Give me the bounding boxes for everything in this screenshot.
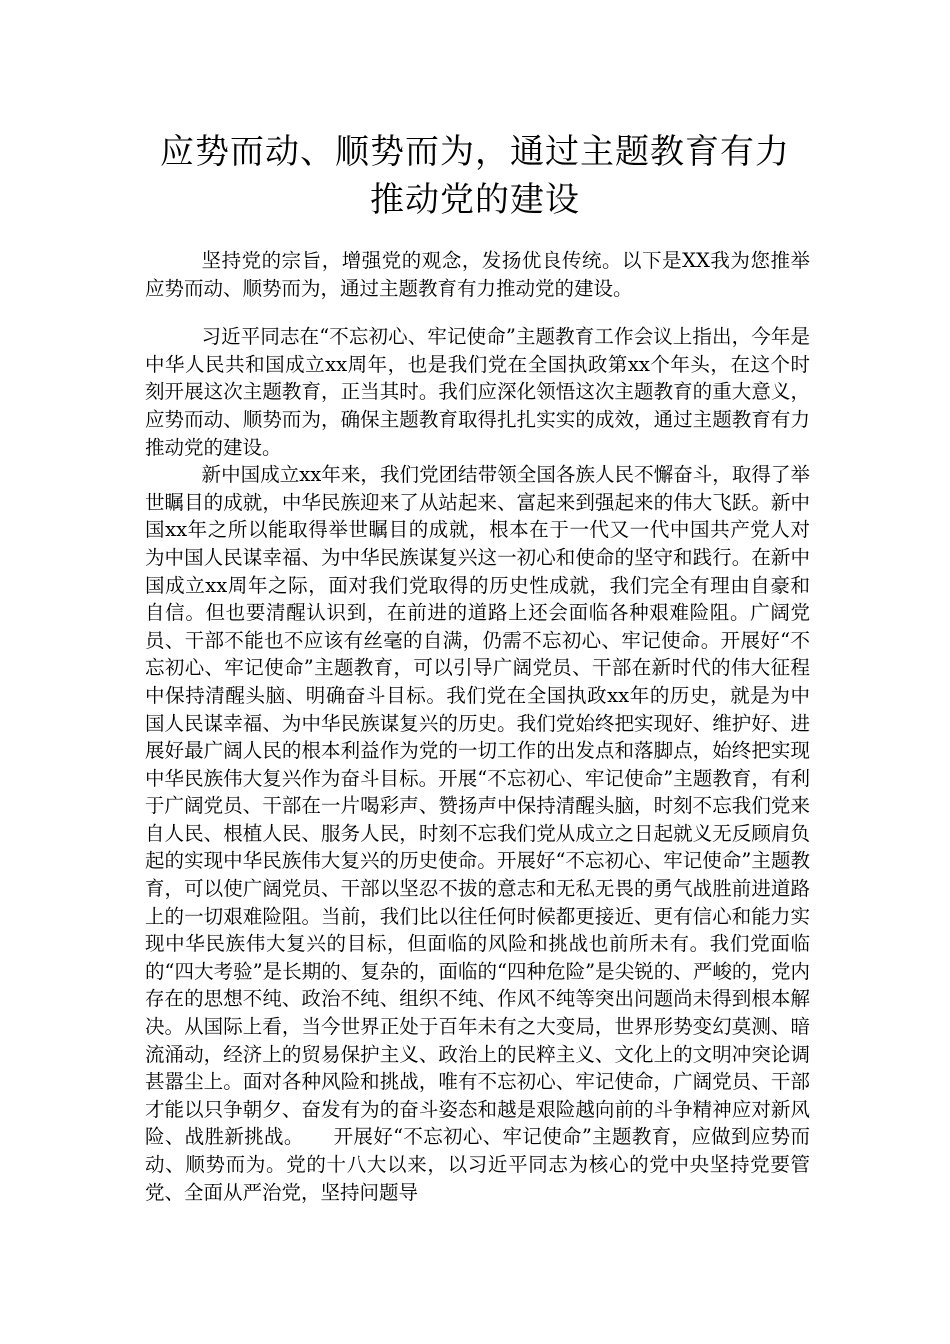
body-paragraph-2: 新中国成立xx年来，我们党团结带领全国各族人民不懈奋斗，取得了举世瞩目的成就，中华民族迎来了从站起来、富起来到强起来的伟大飞跃。新中国xx年之所以能取得举世瞩目的成就，根本在于一代又一代中国共产党人对为中国人民谋幸福、为中华民族谋复兴这一初心和使命的坚守和践行。在新中国成立xx周年之际，面对我们党取得的历史性成就，我们完全有理由自豪和自信。但也要清醒认识到，在前进的道路上还会面临各种艰难险阻。广阔党员、干部不能也不应该有丝毫的自满，仍需不忘初心、牢记使命。开展好“不忘初心、牢记使命”主题教育，可以引导广阔党员、干部在新时代的伟大征程中保持清醒头脑、明确奋斗目标。我们党在全国执政xx年的历史，就是为中国人民谋幸福、为中华民族谋复兴的历史。我们党始终把实现好、维护好、进展好最广阔人民的根本利益作为党的一切工作的出发点和落脚点，始终把实现中华民族伟大复兴作为奋斗目标。开展“不忘初心、牢记使命”主题教育，有利于广阔党员、干部在一片喝彩声、赞扬声中保持清醒头脑，时刻不忘我们党来自人民、根植人民、服务人民，时刻不忘我们党从成立之日起就义无反顾肩负起的实现中华民族伟大复兴的历史使命。开展好“不忘初心、牢记使命”主题教育，可以使广阔党员、干部以坚忍不拔的意志和无私无畏的勇气战胜前进道路上的一切艰难险阻。当前，我们比以往任何时候都更接近、更有信心和能力实现中华民族伟大复兴的目标，但面临的风险和挑战也前所未有。我们党面临的“四大考验”是长期的、复杂的，面临的“四种危险”是尖锐的、严峻的，党内存在的思想不纯、政治不纯、组织不纯、作风不纯等突出问题尚未得到根本解决。从国际上看，当今世界正处于百年未有之大变局，世界形势变幻莫测、暗流涌动，经济上的贸易保护主义、政治上的民粹主义、文化上的文明冲突论调甚嚣尘上。面对各种风险和挑战，唯有不忘初心、牢记使命，广阔党员、干部才能以只争朝夕、奋发有为的奋斗姿态和越是艰险越向前的斗争精神应对新风险、战胜新挑战。 开展好“不忘初心、牢记使命”主题教育，应做到应势而动、顺势而为。党的十八大以来，以习近平同志为核心的党中央坚持党要管党、全面从严治党，坚持问题导 [145, 463, 810, 1204]
body-paragraph-1: 习近平同志在“不忘初心、牢记使命”主题教育工作会议上指出，今年是中华人民共和国成立xx周年，也是我们党在全国执政第xx个年头，在这个时刻开展这次主题教育，正当其时。我们应深化领悟这次主题教育的重大意义，应势而动、顺势而为，确保主题教育取得扎扎实实的成效，通过主题教育有力推动党的建设。 [145, 325, 810, 459]
document-title [140, 128, 810, 224]
document-body [145, 247, 810, 1206]
title-line-1: 应势而动、顺势而为，通过主题教育有力 [160, 132, 790, 172]
title-line-2: 推动党的建设 [370, 180, 580, 220]
intro-paragraph: 坚持党的宗旨，增强党的观念，发扬优良传统。以下是XX我为您推举应势而动、顺势而为，通过主题教育有力推动党的建设。 [145, 249, 810, 300]
